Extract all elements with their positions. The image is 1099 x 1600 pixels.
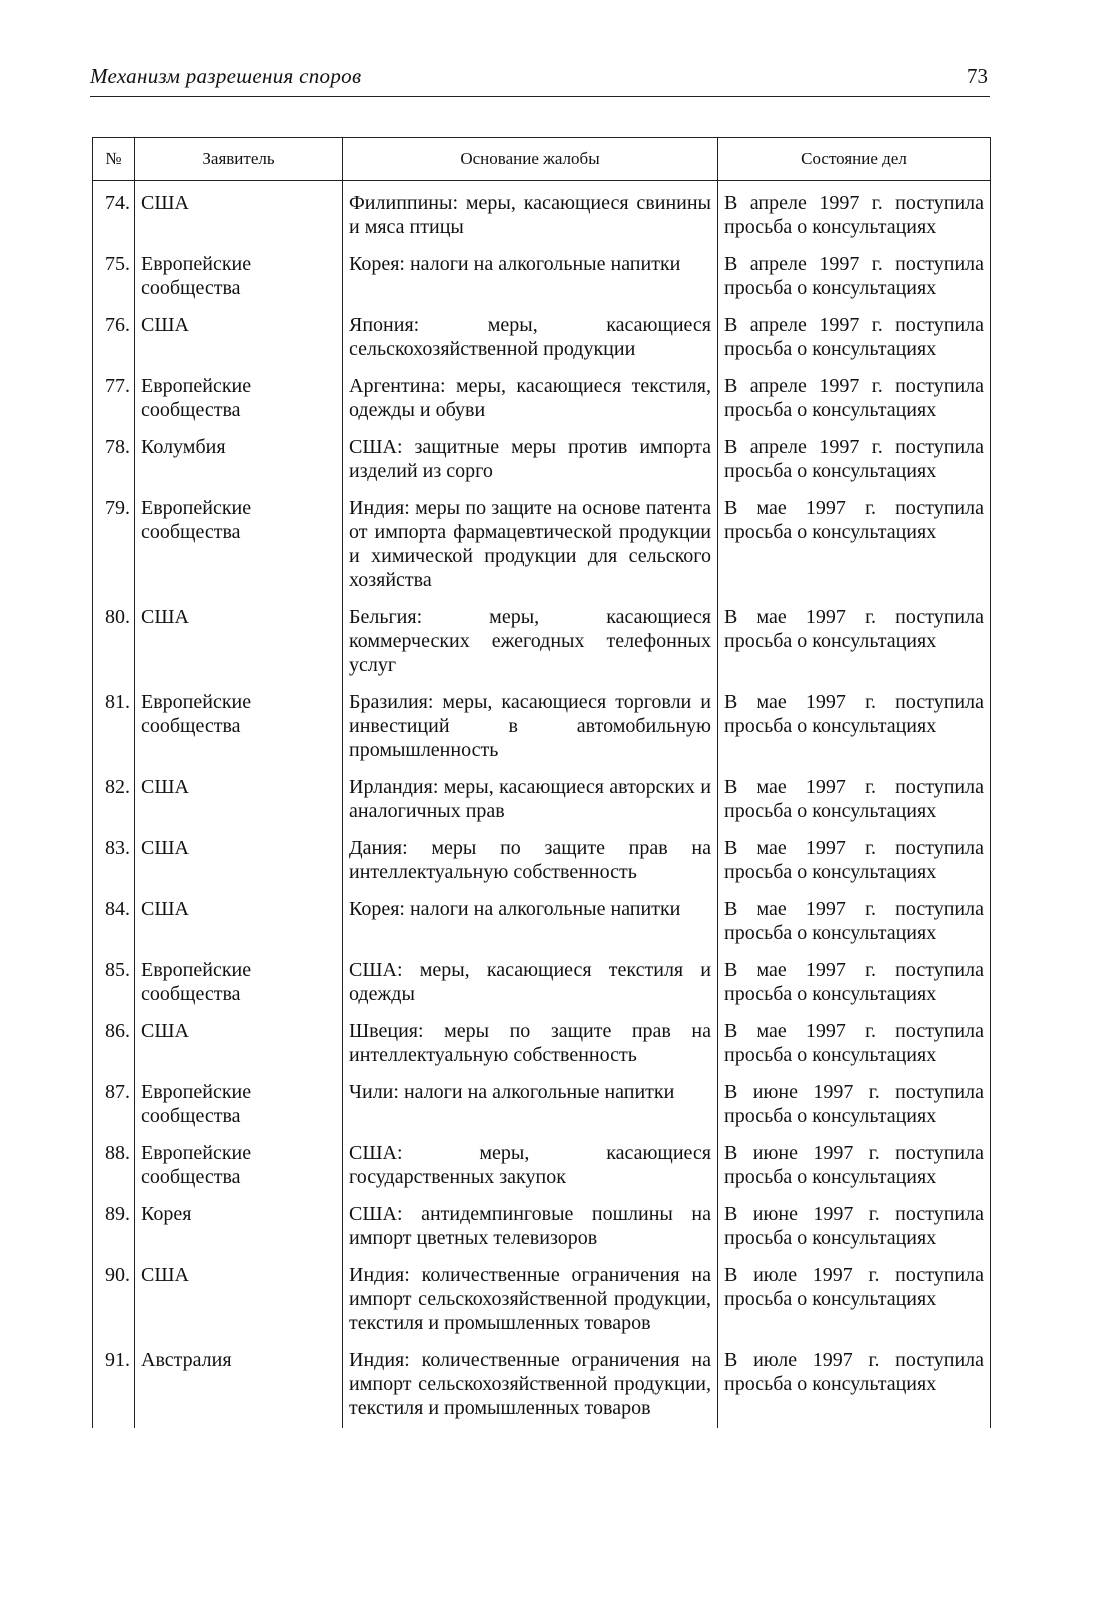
row-complaint-basis: Индия: количественные ограничения на импорт сельскохозяйственной продукции, текстиля и промышленных товаров — [343, 1258, 718, 1343]
row-applicant: Европейские сообщества — [135, 369, 343, 430]
row-case-status: В мае 1997 г. поступила просьба о консультациях — [718, 1014, 991, 1075]
row-complaint-basis: Чили: налоги на алкогольные напитки — [343, 1075, 718, 1136]
row-case-status: В апреле 1997 г. поступила просьба о консультациях — [718, 369, 991, 430]
row-complaint-basis: Бразилия: меры, касающиеся торговли и инвестиций в автомобильную промышленность — [343, 685, 718, 770]
table-row — [93, 953, 991, 1014]
row-applicant: США — [135, 308, 343, 369]
running-header — [90, 62, 990, 97]
row-applicant: США — [135, 1014, 343, 1075]
row-number: 88. — [93, 1136, 135, 1197]
column-header-basis: Основание жалобы — [343, 138, 718, 181]
row-case-status: В июне 1997 г. поступила просьба о консультациях — [718, 1075, 991, 1136]
row-complaint-basis: Индия: меры по защите на основе патента от импорта фармацевтической продукции и химической продукции для сельского хозяйства — [343, 491, 718, 600]
row-complaint-basis: Корея: налоги на алкогольные напитки — [343, 892, 718, 953]
table-row — [93, 1343, 991, 1428]
row-applicant: США — [135, 892, 343, 953]
row-number: 84. — [93, 892, 135, 953]
row-applicant: США — [135, 831, 343, 892]
table-row — [93, 685, 991, 770]
table-row — [93, 308, 991, 369]
row-case-status: В апреле 1997 г. поступила просьба о консультациях — [718, 430, 991, 491]
row-case-status: В июле 1997 г. поступила просьба о консультациях — [718, 1343, 991, 1428]
row-case-status: В мае 1997 г. поступила просьба о консультациях — [718, 685, 991, 770]
row-complaint-basis: Бельгия: меры, касающиеся коммерческих ежегодных телефонных услуг — [343, 600, 718, 685]
row-number: 86. — [93, 1014, 135, 1075]
table-row — [93, 1197, 991, 1258]
row-case-status: В июле 1997 г. поступила просьба о консультациях — [718, 1258, 991, 1343]
row-number: 79. — [93, 491, 135, 600]
row-applicant: Европейские сообщества — [135, 491, 343, 600]
row-number: 74. — [93, 181, 135, 248]
table-row — [93, 770, 991, 831]
row-complaint-basis: Дания: меры по защите прав на интеллектуальную собственность — [343, 831, 718, 892]
row-complaint-basis: Япония: меры, касающиеся сельскохозяйственной продукции — [343, 308, 718, 369]
row-case-status: В мае 1997 г. поступила просьба о консультациях — [718, 600, 991, 685]
row-applicant: Европейские сообщества — [135, 953, 343, 1014]
row-number: 83. — [93, 831, 135, 892]
table-row — [93, 600, 991, 685]
row-number: 89. — [93, 1197, 135, 1258]
table-row — [93, 892, 991, 953]
row-case-status: В мае 1997 г. поступила просьба о консультациях — [718, 770, 991, 831]
row-case-status: В мае 1997 г. поступила просьба о консультациях — [718, 892, 991, 953]
row-applicant: Европейские сообщества — [135, 1136, 343, 1197]
running-header-title: Механизм разрешения споров — [90, 64, 362, 88]
column-header-applicant: Заявитель — [135, 138, 343, 181]
row-number: 90. — [93, 1258, 135, 1343]
row-number: 78. — [93, 430, 135, 491]
table-row — [93, 181, 991, 248]
column-header-number: № — [93, 138, 135, 181]
row-applicant: Корея — [135, 1197, 343, 1258]
page-number: 73 — [967, 64, 988, 88]
row-case-status: В апреле 1997 г. поступила просьба о консультациях — [718, 247, 991, 308]
table-body — [93, 181, 991, 1429]
column-header-status: Состояние дел — [718, 138, 991, 181]
row-complaint-basis: США: антидемпинговые пошлины на импорт цветных телевизоров — [343, 1197, 718, 1258]
table-row — [93, 247, 991, 308]
table-row — [93, 831, 991, 892]
table-row — [93, 1014, 991, 1075]
row-number: 76. — [93, 308, 135, 369]
row-case-status: В мае 1997 г. поступила просьба о консультациях — [718, 953, 991, 1014]
row-complaint-basis: Индия: количественные ограничения на импорт сельскохозяйственной продукции, текстиля и промышленных товаров — [343, 1343, 718, 1428]
row-applicant: Европейские сообщества — [135, 685, 343, 770]
row-applicant: Европейские сообщества — [135, 1075, 343, 1136]
row-number: 85. — [93, 953, 135, 1014]
row-applicant: Австралия — [135, 1343, 343, 1428]
row-number: 75. — [93, 247, 135, 308]
row-case-status: В июне 1997 г. поступила просьба о консультациях — [718, 1136, 991, 1197]
row-complaint-basis: США: меры, касающиеся текстиля и одежды — [343, 953, 718, 1014]
table-row — [93, 1258, 991, 1343]
table-row — [93, 369, 991, 430]
row-case-status: В мае 1997 г. поступила просьба о консультациях — [718, 831, 991, 892]
row-applicant: Колумбия — [135, 430, 343, 491]
table-row — [93, 491, 991, 600]
table-row — [93, 1136, 991, 1197]
row-case-status: В мае 1997 г. поступила просьба о консультациях — [718, 491, 991, 600]
row-case-status: В апреле 1997 г. поступила просьба о консультациях — [718, 308, 991, 369]
table-row — [93, 430, 991, 491]
row-number: 87. — [93, 1075, 135, 1136]
disputes-table — [92, 137, 991, 1428]
row-applicant: США — [135, 600, 343, 685]
row-number: 81. — [93, 685, 135, 770]
table-row — [93, 1075, 991, 1136]
row-number: 77. — [93, 369, 135, 430]
row-applicant: США — [135, 770, 343, 831]
row-complaint-basis: США: защитные меры против импорта изделий из сорго — [343, 430, 718, 491]
row-case-status: В июне 1997 г. поступила просьба о консультациях — [718, 1197, 991, 1258]
row-number: 91. — [93, 1343, 135, 1428]
row-complaint-basis: Ирландия: меры, касающиеся авторских и аналогичных прав — [343, 770, 718, 831]
row-applicant: США — [135, 181, 343, 248]
row-applicant: США — [135, 1258, 343, 1343]
row-complaint-basis: Корея: налоги на алкогольные напитки — [343, 247, 718, 308]
row-complaint-basis: США: меры, касающиеся государственных закупок — [343, 1136, 718, 1197]
row-number: 82. — [93, 770, 135, 831]
row-applicant: Европейские сообщества — [135, 247, 343, 308]
table-header-row — [93, 138, 991, 181]
row-complaint-basis: Швеция: меры по защите прав на интеллектуальную собственность — [343, 1014, 718, 1075]
row-number: 80. — [93, 600, 135, 685]
row-complaint-basis: Аргентина: меры, касающиеся текстиля, одежды и обуви — [343, 369, 718, 430]
row-case-status: В апреле 1997 г. поступила просьба о консультациях — [718, 181, 991, 248]
row-complaint-basis: Филиппины: меры, касающиеся свинины и мяса птицы — [343, 181, 718, 248]
